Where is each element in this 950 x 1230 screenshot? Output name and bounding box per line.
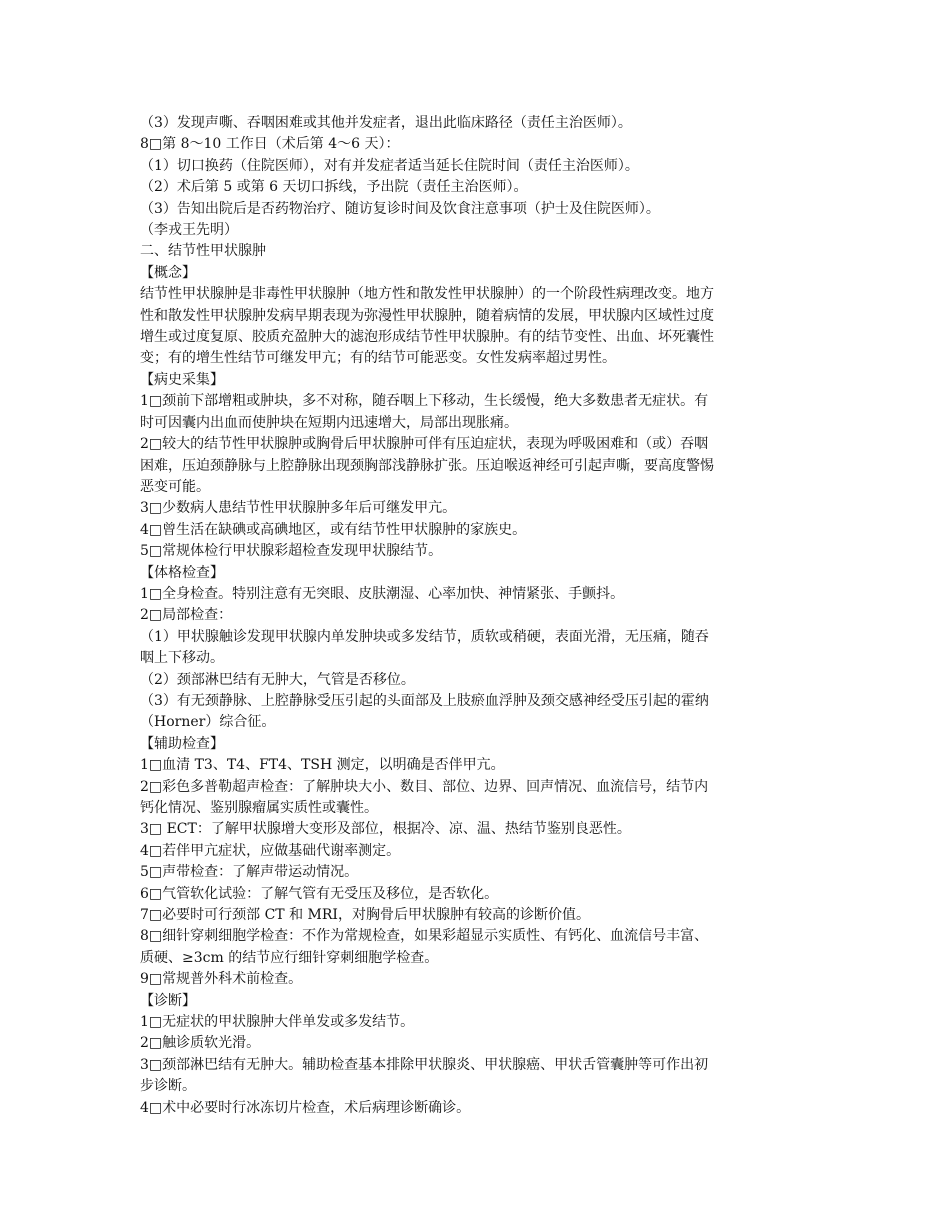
text-line: 性和散发性甲状腺肿发病早期表现为弥漫性甲状腺肿，随着病情的发展，甲状腺内区域性过度 <box>140 307 714 324</box>
text-line: （3）有无颈静脉、上腔静脉受压引起的头面部及上肢瘀血浮肿及颈交感神经受压引起的霍纳 <box>140 692 709 709</box>
section-heading: 【病史采集】 <box>140 371 224 388</box>
section-heading: 【体格检查】 <box>140 564 224 581</box>
text-line: （3）发现声嘶、吞咽困难或其他并发症者，退出此临床路径（责任主治医师）。 <box>140 115 632 131</box>
text-line: 增生或过度复原、胶质充盈肿大的滤泡形成结节性甲状腺肿。有的结节变性、出血、坏死囊性 <box>140 329 714 346</box>
text-line: 钙化情况、鉴别腺瘤属实质性或囊性。 <box>140 800 378 816</box>
text-line: 2□触诊质软光滑。 <box>140 1035 261 1052</box>
text-line: 3□少数病人患结节性甲状腺肿多年后可继发甲亢。 <box>140 500 457 517</box>
section-title: 二、结节性甲状腺肿 <box>140 243 266 260</box>
text-line: 7□必要时可行颈部 CT 和 MRI，对胸骨后甲状腺肿有较高的诊断价值。 <box>140 907 590 924</box>
text-line: 2□较大的结节性甲状腺肿或胸骨后甲状腺肿可伴有压迫症状，表现为呼吸困难和（或）吞咽 <box>140 436 709 453</box>
section-heading: 【诊断】 <box>140 992 196 1009</box>
text-line: 5□声带检查：了解声带运动情况。 <box>140 864 359 881</box>
text-line: 变；有的增生性结节可继发甲亢；有的结节可能恶变。女性发病率超过男性。 <box>140 350 616 367</box>
text-line: 4□曾生活在缺碘或高碘地区，或有结节性甲状腺肿的家族史。 <box>140 521 527 538</box>
text-line: 8□第 8～10 工作日（术后第 4～6 天）： <box>140 136 400 153</box>
text-line: 6□气管软化试验：了解气管有无受压及移位，是否软化。 <box>140 885 499 902</box>
text-line: （1）切口换药（住院医师），对有并发症者适当延长住院时间（责任主治医师）。 <box>140 157 639 174</box>
text-line: 结节性甲状腺肿是非毒性甲状腺肿（地方性和散发性甲状腺肿）的一个阶段性病理改变。地方 <box>140 286 714 303</box>
text-line: 9□常规普外科术前检查。 <box>140 971 303 988</box>
text-line: 3□ ECT：了解甲状腺增大变形及部位，根据冷、凉、温、热结节鉴别良恶性。 <box>140 821 631 838</box>
text-line: 咽上下移动。 <box>140 650 224 667</box>
text-line: 1□血清 T3、T4、FT4、TSH 测定，以明确是否伴甲亢。 <box>140 757 505 774</box>
text-line: 1□全身检查。特别注意有无突眼、皮肤潮湿、心率加快、神情紧张、手颤抖。 <box>140 585 625 602</box>
text-line: （Horner）综合征。 <box>140 714 276 731</box>
author-credit: （李戎王先明） <box>140 222 238 239</box>
text-line: 4□术中必要时行冰冻切片检查，术后病理诊断确诊。 <box>140 1099 471 1116</box>
text-line: （2）术后第 5 或第 6 天切口拆线，予出院（责任主治医师）。 <box>140 179 528 196</box>
text-line: 1□颈前下部增粗或肿块，多不对称，随吞咽上下移动，生长缓慢，绝大多数患者无症状。有 <box>140 393 709 410</box>
document-page <box>140 113 808 1119</box>
text-line: 恶变可能。 <box>140 478 210 495</box>
text-line: （1）甲状腺触诊发现甲状腺内单发肿块或多发结节，质软或稍硬，表面光滑，无压痛，随吞 <box>140 628 709 645</box>
text-line: 5□常规体检行甲状腺彩超检查发现甲状腺结节。 <box>140 543 443 560</box>
section-heading: 【概念】 <box>140 264 196 281</box>
text-line: （2）颈部淋巴结有无肿大，气管是否移位。 <box>140 671 415 688</box>
text-line: 困难，压迫颈静脉与上腔静脉出现颈胸部浅静脉扩张。压迫喉返神经可引起声嘶，要高度警惕 <box>140 457 714 474</box>
section-heading: 【辅助检查】 <box>140 735 224 752</box>
text-line: 时可因囊内出血而使肿块在短期内迅速增大，局部出现胀痛。 <box>140 414 518 431</box>
text-line: 质硬、≥3cm 的结节应行细针穿刺细胞学检查。 <box>140 949 439 966</box>
text-line: 8□细针穿刺细胞学检查：不作为常规检查，如果彩超显示实质性、有钙化、血流信号丰富、 <box>140 928 709 945</box>
text-line: 4□若伴甲亢症状，应做基础代谢率测定。 <box>140 842 401 859</box>
text-line: 步诊断。 <box>140 1078 196 1095</box>
text-line: （3）告知出院后是否药物治疗、随访复诊时间及饮食注意事项（护士及住院医师）。 <box>140 200 660 217</box>
text-line: 3□颈部淋巴结有无肿大。辅助检查基本排除甲状腺炎、甲状腺癌、甲状舌管囊肿等可作出初 <box>140 1056 709 1073</box>
text-line: 1□无症状的甲状腺肿大伴单发或多发结节。 <box>140 1014 415 1031</box>
text-line: 2□彩色多普勒超声检查：了解肿块大小、数目、部位、边界、回声情况、血流信号，结节内 <box>140 778 709 795</box>
text-line: 2□局部检查： <box>140 607 233 624</box>
